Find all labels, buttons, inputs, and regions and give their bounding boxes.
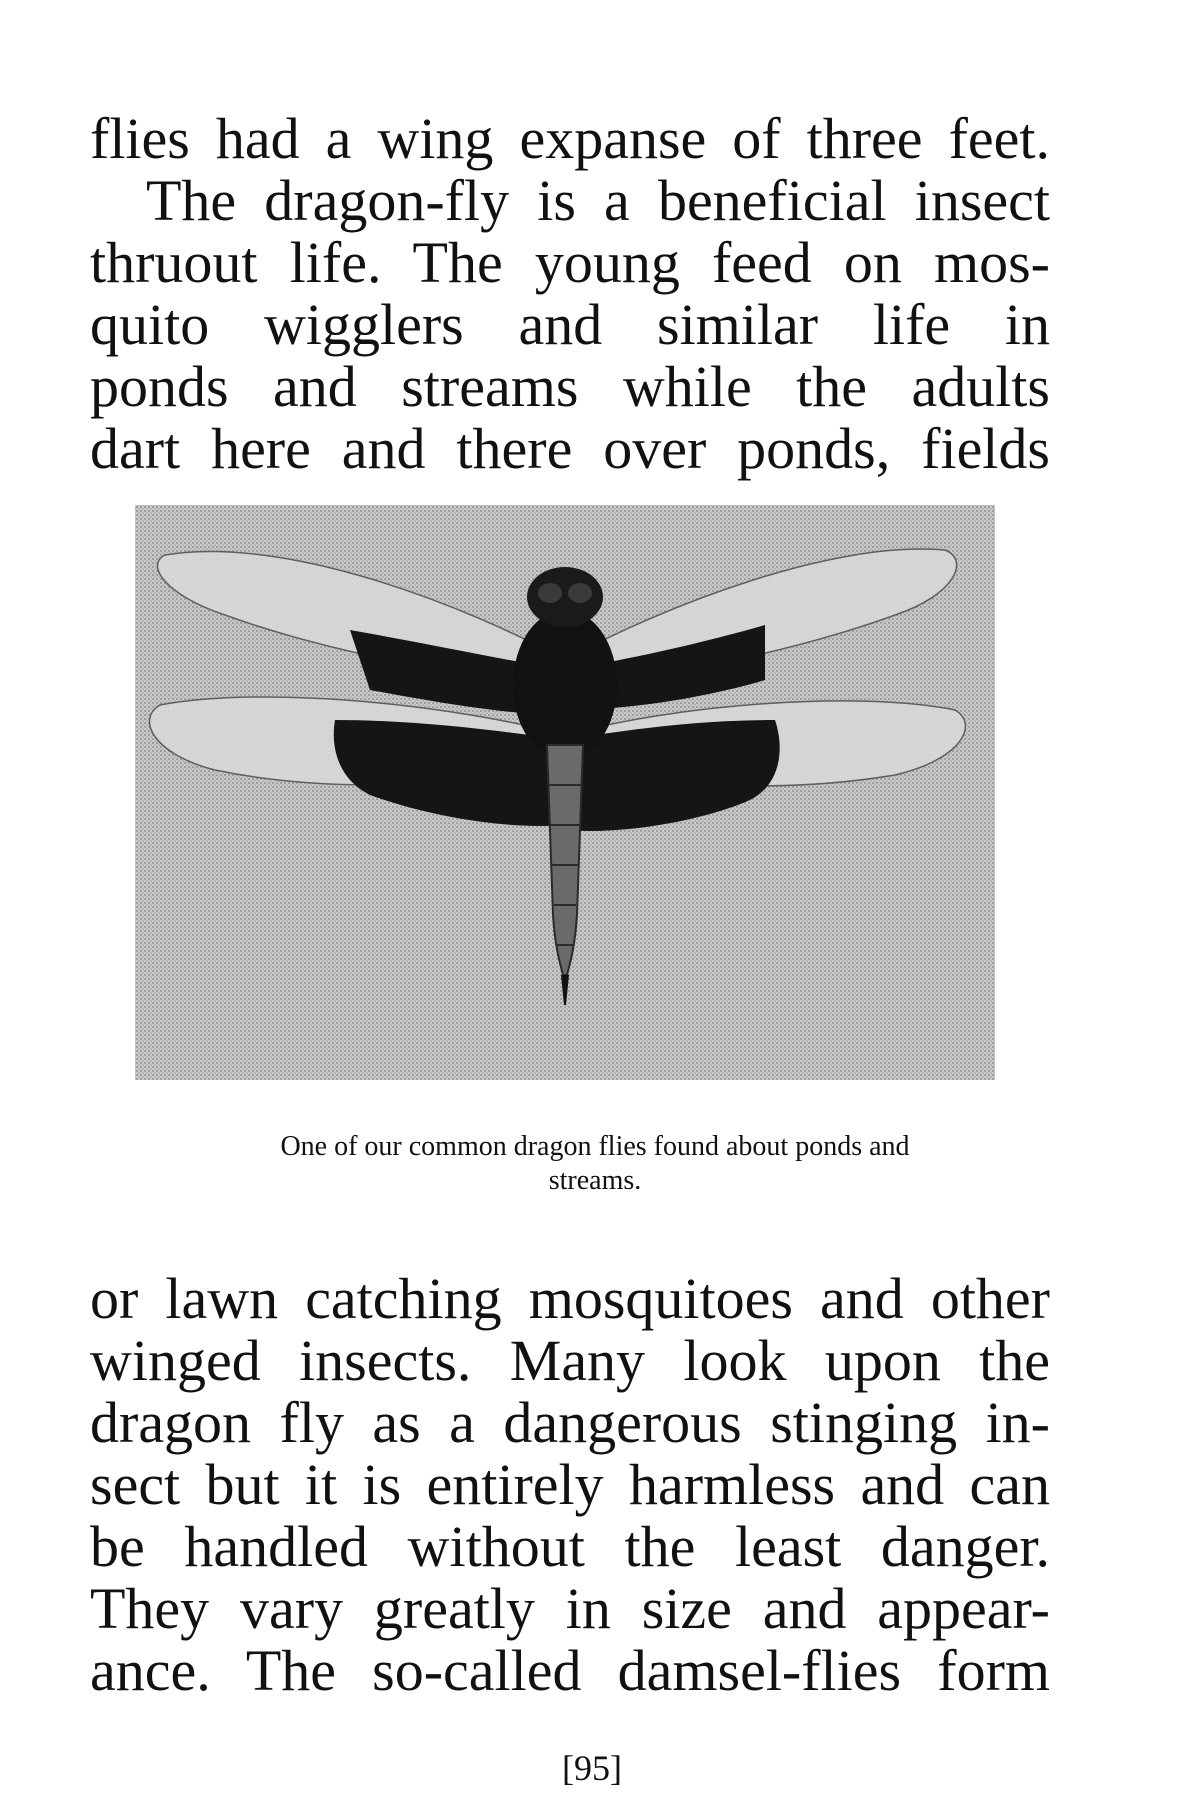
caption-line: streams. (548, 1165, 642, 1196)
paragraph-top (90, 108, 1050, 480)
text-line: dragon fly as a dangerous stinging in- (90, 1390, 1050, 1455)
text-line: dart here and there over ponds, fields (90, 416, 1050, 481)
text-line: flies had a wing expanse of three feet. (90, 106, 1050, 171)
text-line: thruout life. The young feed on mos- (90, 230, 1050, 295)
caption-line: One of our common dragon flies found about ponds and (280, 1131, 910, 1162)
dragonfly-illustration (135, 505, 995, 1080)
dragonfly-photo (135, 505, 995, 1080)
text-line: quito wigglers and similar life in (90, 292, 1050, 357)
text-line: They vary greatly in size and appear- (90, 1576, 1050, 1641)
text-line: be handled without the least danger. (90, 1514, 1050, 1579)
page-number: [95] (562, 1748, 622, 1788)
figure-caption (90, 1130, 1100, 1198)
paragraph-bottom (90, 1268, 1050, 1702)
text-line: ance. The so-called damsel-flies form (90, 1638, 1050, 1703)
text-line: or lawn catching mosquitoes and other (90, 1266, 1050, 1331)
text-line: The dragon-fly is a beneficial insect (146, 168, 1050, 233)
text-line: sect but it is entirely harmless and can (90, 1452, 1050, 1517)
text-line: winged insects. Many look upon the (90, 1328, 1050, 1393)
text-line: ponds and streams while the adults (90, 354, 1050, 419)
